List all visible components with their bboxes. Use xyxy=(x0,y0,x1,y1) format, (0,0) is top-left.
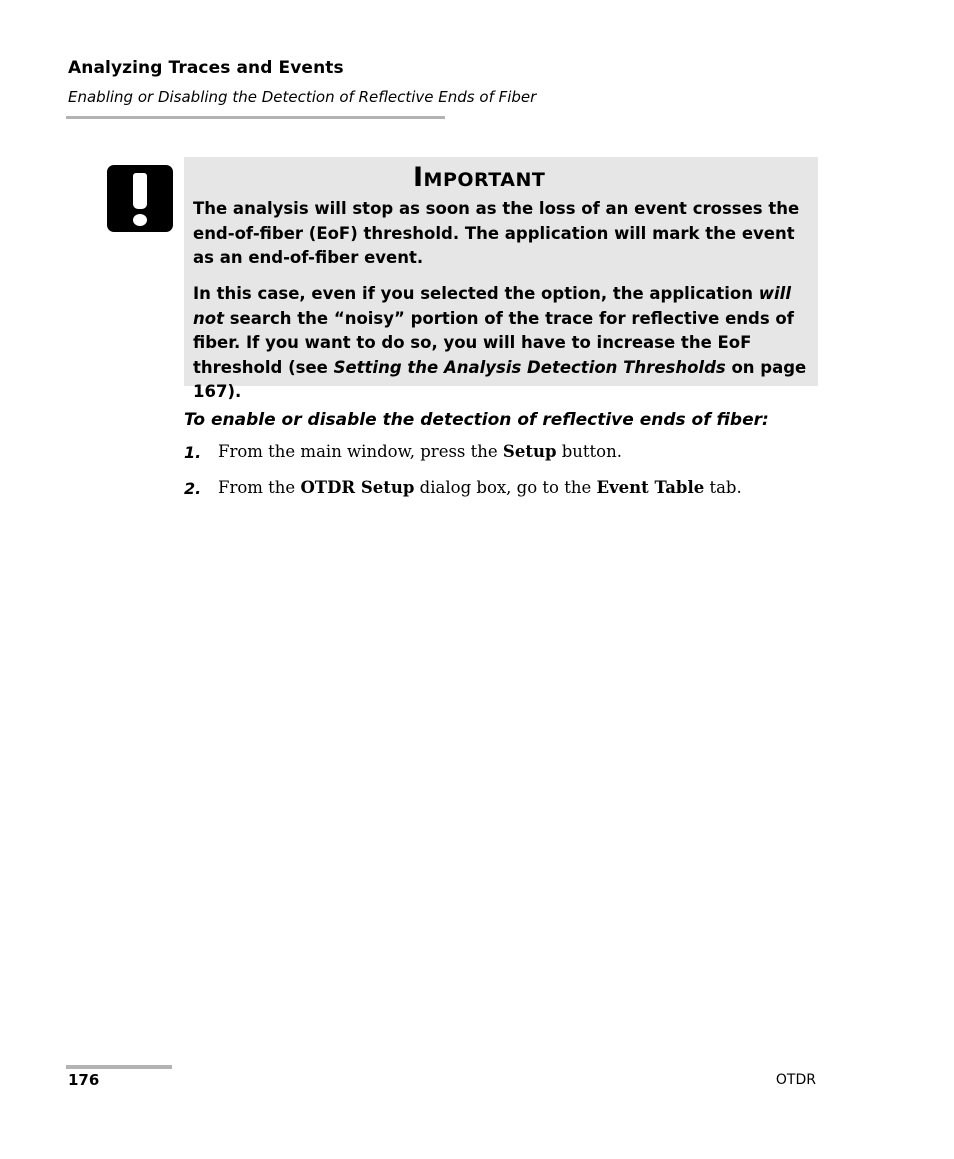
step-number: 2. xyxy=(184,479,202,498)
procedure-heading: To enable or disable the detection of reflective ends of fiber: xyxy=(184,410,769,430)
step-2-bold-2: Event Table xyxy=(596,478,705,497)
important-paragraph-1: The analysis will stop as soon as the loss of an event crosses the end-of-fiber (EoF) threshold. The application will mark the event as an end-of-fiber event. xyxy=(193,199,800,267)
exclamation-dot xyxy=(133,214,147,226)
exclamation-bar xyxy=(133,173,147,209)
page-number: 176 xyxy=(68,1071,100,1089)
header-subtitle: Enabling or Disabling the Detection of Reflective Ends of Fiber xyxy=(68,88,537,106)
important-box xyxy=(184,157,818,401)
para2-text-1: In this case, even if you selected the option, the application xyxy=(193,284,759,303)
step-1-post: button. xyxy=(556,442,622,461)
important-paragraph-2 xyxy=(193,282,809,405)
para2-emphasis: will not xyxy=(193,284,791,328)
step-1-bold: Setup xyxy=(502,442,557,461)
step-text xyxy=(218,478,742,497)
exclamation-icon xyxy=(107,165,173,232)
footer-rule xyxy=(66,1065,172,1069)
product-name: OTDR xyxy=(775,1072,816,1088)
header-title: Analyzing Traces and Events xyxy=(68,58,344,78)
step-text xyxy=(218,442,622,461)
important-title: Important xyxy=(413,162,546,193)
para2-text-3: on page 167). xyxy=(193,357,807,401)
step-2-bold: OTDR Setup xyxy=(300,478,415,497)
step-number: 1. xyxy=(184,443,202,462)
step-2-mid: dialog box, go to the xyxy=(414,478,597,497)
step-2-post: tab. xyxy=(704,478,742,497)
step-1-pre: From the main window, press the xyxy=(218,442,503,461)
para2-cross-reference: Setting the Analysis Detection Thresholds xyxy=(333,357,726,377)
para2-text-2: search the “noisy” portion of the trace for reflective ends of fiber. If you want to do so, you will have to increase the EoF threshold (see xyxy=(193,308,794,377)
step-2-pre: From the xyxy=(218,478,301,497)
header-rule xyxy=(66,116,445,119)
